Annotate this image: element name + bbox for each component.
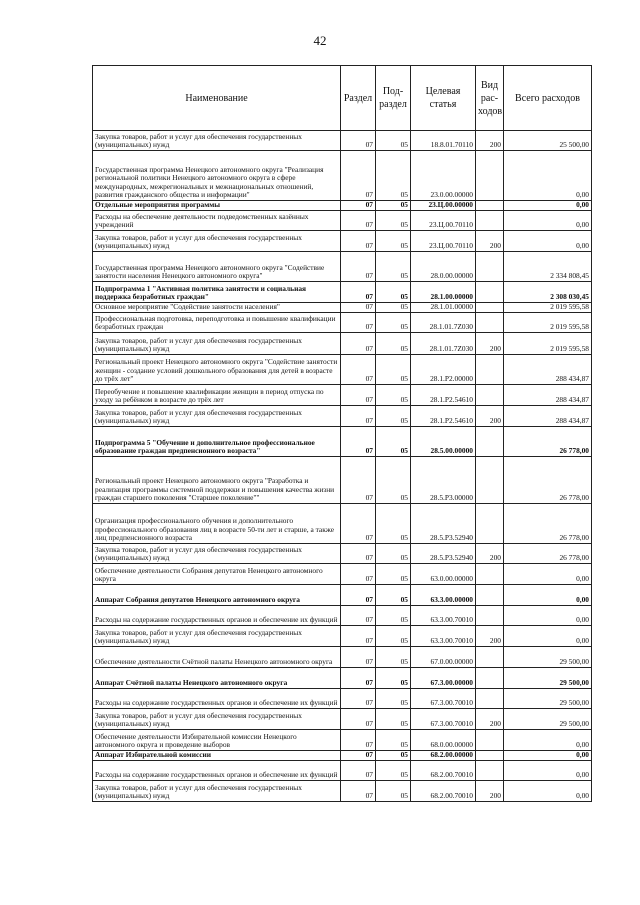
row-subsection-cell: 05 [376,385,411,406]
table-row [93,751,592,761]
row-subsection-cell: 05 [376,333,411,355]
row-section-cell: 07 [341,427,376,457]
row-expense-type-cell: 200 [476,406,504,427]
row-name-cell: Закупка товаров, работ и услуг для обеспечения государственных (муниципальных) нужд [93,709,341,730]
table-row [93,151,592,201]
table-row [93,647,592,668]
row-name-cell: Расходы на обеспечение деятельности подведомственных казённых учреждений [93,211,341,231]
row-expense-type-cell [476,151,504,201]
row-target-cell: 28.5.00.00000 [411,427,476,457]
row-section-cell: 07 [341,606,376,626]
row-expense-type-cell [476,761,504,781]
row-section-cell: 07 [341,647,376,668]
row-section-cell: 07 [341,544,376,564]
row-total-cell: 29 500,00 [504,647,592,668]
row-expense-type-cell [476,606,504,626]
row-subsection-cell: 05 [376,231,411,252]
row-expense-type-cell [476,211,504,231]
row-section-cell: 07 [341,313,376,333]
row-total-cell: 288 434,87 [504,385,592,406]
table-row [93,385,592,406]
table-row [93,504,592,544]
row-subsection-cell: 05 [376,151,411,201]
row-name-cell: Отдельные мероприятия программы [93,201,341,211]
row-expense-type-cell [476,668,504,689]
row-name-cell: Закупка товаров, работ и услуг для обеспечения государственных (муниципальных) нужд [93,131,341,151]
row-target-cell: 67.3.00.70010 [411,709,476,730]
row-section-cell: 07 [341,303,376,313]
row-total-cell: 2 308 030,45 [504,282,592,303]
row-target-cell: 28.1.01.7Z030 [411,333,476,355]
table-row [93,252,592,282]
row-expense-type-cell [476,585,504,606]
table-row [93,457,592,504]
row-total-cell: 25 500,00 [504,131,592,151]
row-target-cell: 63.0.00.00000 [411,564,476,585]
row-expense-type-cell [476,647,504,668]
row-target-cell: 63.3.00.00000 [411,585,476,606]
row-subsection-cell: 05 [376,504,411,544]
row-target-cell: 28.5.P3.00000 [411,457,476,504]
row-total-cell: 0,00 [504,585,592,606]
row-section-cell: 07 [341,201,376,211]
row-target-cell: 28.5.P3.52940 [411,504,476,544]
row-total-cell: 2 334 808,45 [504,252,592,282]
row-expense-type-cell [476,355,504,385]
row-name-cell: Аппарат Счётной палаты Ненецкого автономного округа [93,668,341,689]
budget-table [92,65,592,802]
row-expense-type-cell [476,303,504,313]
row-section-cell: 07 [341,781,376,802]
row-section-cell: 07 [341,761,376,781]
row-subsection-cell: 05 [376,689,411,709]
row-expense-type-cell: 200 [476,131,504,151]
row-section-cell: 07 [341,751,376,761]
row-section-cell: 07 [341,406,376,427]
row-expense-type-cell: 200 [476,626,504,647]
header-subsection: Под-раздел [376,66,411,131]
row-name-cell: Переобучение и повышение квалификации женщин в период отпуска по уходу за ребёнком в возрасте до трёх лет [93,385,341,406]
row-target-cell: 67.3.00.70010 [411,689,476,709]
header-total: Всего расходов [504,66,592,131]
row-subsection-cell: 05 [376,730,411,751]
table-row [93,282,592,303]
table-row [93,427,592,457]
row-section-cell: 07 [341,131,376,151]
row-total-cell: 288 434,87 [504,406,592,427]
row-total-cell: 29 500,00 [504,668,592,689]
row-target-cell: 28.0.00.00000 [411,252,476,282]
header-expense-type: Вид рас-ходов [476,66,504,131]
table-row [93,231,592,252]
row-section-cell: 07 [341,355,376,385]
row-section-cell: 07 [341,151,376,201]
row-subsection-cell: 05 [376,303,411,313]
table-row [93,761,592,781]
row-expense-type-cell [476,282,504,303]
row-target-cell: 68.0.00.00000 [411,730,476,751]
row-subsection-cell: 05 [376,761,411,781]
row-total-cell: 0,00 [504,606,592,626]
row-subsection-cell: 05 [376,282,411,303]
row-subsection-cell: 05 [376,427,411,457]
row-total-cell: 0,00 [504,211,592,231]
row-subsection-cell: 05 [376,709,411,730]
table-body [93,131,592,802]
row-name-cell: Основное мероприятие "Содействие занятости населения" [93,303,341,313]
row-total-cell: 2 019 595,58 [504,313,592,333]
row-subsection-cell: 05 [376,544,411,564]
header-section: Раздел [341,66,376,131]
page-number: 42 [313,33,327,48]
table-row [93,709,592,730]
row-name-cell: Аппарат Избирательной комиссии [93,751,341,761]
row-subsection-cell: 05 [376,585,411,606]
row-expense-type-cell [476,385,504,406]
row-total-cell: 0,00 [504,151,592,201]
row-name-cell: Региональный проект Ненецкого автономного округа "Разработка и реализация программы системной поддержки и повышения качества жизни граждан старшего поколения "Старшее поколение"" [93,457,341,504]
row-expense-type-cell [476,751,504,761]
table-row [93,730,592,751]
row-section-cell: 07 [341,668,376,689]
row-target-cell: 68.2.00.70010 [411,761,476,781]
table-row [93,313,592,333]
row-total-cell: 26 778,00 [504,544,592,564]
row-name-cell: Подпрограмма 5 "Обучение и дополнительное профессиональное образование граждан предпенсионного возраста" [93,427,341,457]
row-expense-type-cell [476,427,504,457]
row-total-cell: 0,00 [504,231,592,252]
row-total-cell: 0,00 [504,730,592,751]
row-total-cell: 0,00 [504,564,592,585]
row-section-cell: 07 [341,282,376,303]
row-subsection-cell: 05 [376,668,411,689]
table-row [93,303,592,313]
row-total-cell: 0,00 [504,751,592,761]
row-section-cell: 07 [341,689,376,709]
row-total-cell: 0,00 [504,201,592,211]
row-name-cell: Закупка товаров, работ и услуг для обеспечения государственных (муниципальных) нужд [93,333,341,355]
row-subsection-cell: 05 [376,131,411,151]
row-subsection-cell: 05 [376,751,411,761]
row-total-cell: 0,00 [504,781,592,802]
row-total-cell: 29 500,00 [504,709,592,730]
row-expense-type-cell [476,313,504,333]
row-name-cell: Закупка товаров, работ и услуг для обеспечения государственных (муниципальных) нужд [93,544,341,564]
row-name-cell: Государственная программа Ненецкого автономного округа "Содействие занятости населения Ненецкого автономного округа" [93,252,341,282]
row-target-cell: 23.Ц.00.00000 [411,201,476,211]
row-name-cell: Организация профессионального обучения и дополнительного профессионального образования лиц в возрасте 50-ти лет и старше, а также лиц предпенсионного возраста [93,504,341,544]
table-row [93,333,592,355]
row-subsection-cell: 05 [376,406,411,427]
row-subsection-cell: 05 [376,211,411,231]
row-total-cell: 26 778,00 [504,427,592,457]
row-expense-type-cell [476,201,504,211]
row-target-cell: 28.1.01.00000 [411,303,476,313]
table-row [93,564,592,585]
row-section-cell: 07 [341,385,376,406]
row-subsection-cell: 05 [376,647,411,668]
row-section-cell: 07 [341,252,376,282]
row-name-cell: Обеспечение деятельности Собрания депутатов Ненецкого автономного округа [93,564,341,585]
row-expense-type-cell: 200 [476,781,504,802]
row-expense-type-cell: 200 [476,333,504,355]
table-row [93,585,592,606]
row-name-cell: Закупка товаров, работ и услуг для обеспечения государственных (муниципальных) нужд [93,406,341,427]
row-name-cell: Расходы на содержание государственных органов и обеспечение их функций [93,606,341,626]
row-name-cell: Закупка товаров, работ и услуг для обеспечения государственных (муниципальных) нужд [93,626,341,647]
row-target-cell: 63.3.00.70010 [411,606,476,626]
row-expense-type-cell [476,457,504,504]
row-section-cell: 07 [341,457,376,504]
row-subsection-cell: 05 [376,201,411,211]
row-subsection-cell: 05 [376,457,411,504]
row-target-cell: 28.1.01.7Z030 [411,313,476,333]
row-total-cell: 2 019 595,58 [504,303,592,313]
row-section-cell: 07 [341,333,376,355]
row-target-cell: 68.2.00.00000 [411,751,476,761]
row-target-cell: 68.2.00.70010 [411,781,476,802]
row-target-cell: 23.Ц.00.70110 [411,231,476,252]
row-subsection-cell: 05 [376,781,411,802]
row-name-cell: Обеспечение деятельности Счётной палаты Ненецкого автономного округа [93,647,341,668]
row-subsection-cell: 05 [376,355,411,385]
row-expense-type-cell: 200 [476,709,504,730]
row-name-cell: Расходы на содержание государственных органов и обеспечение их функций [93,761,341,781]
row-target-cell: 23.0.00.00000 [411,151,476,201]
row-name-cell: Профессиональная подготовка, переподготовка и повышение квалификации безработных граждан [93,313,341,333]
row-name-cell: Расходы на содержание государственных органов и обеспечение их функций [93,689,341,709]
table-row [93,606,592,626]
row-name-cell: Закупка товаров, работ и услуг для обеспечения государственных (муниципальных) нужд [93,231,341,252]
table-row [93,781,592,802]
row-target-cell: 23.Ц.00.70110 [411,211,476,231]
row-name-cell: Обеспечение деятельности Избирательной комиссии Ненецкого автономного округа и проведение выборов [93,730,341,751]
row-total-cell: 288 434,87 [504,355,592,385]
row-target-cell: 63.3.00.70010 [411,626,476,647]
table-row [93,211,592,231]
row-name-cell: Аппарат Собрания депутатов Ненецкого автономного округа [93,585,341,606]
header-target: Целевая статья [411,66,476,131]
row-total-cell: 29 500,00 [504,689,592,709]
row-target-cell: 28.5.P3.52940 [411,544,476,564]
row-name-cell: Государственная программа Ненецкого автономного округа "Реализация региональной политики Ненецкого автономного округа в сфере международных, межрегиональных и межнациональных отношений, развития гражданского общества и информации" [93,151,341,201]
row-total-cell: 26 778,00 [504,504,592,544]
row-target-cell: 67.0.00.00000 [411,647,476,668]
row-target-cell: 28.1.P2.54610 [411,406,476,427]
row-target-cell: 28.1.P2.54610 [411,385,476,406]
row-section-cell: 07 [341,730,376,751]
table-row [93,131,592,151]
row-expense-type-cell: 200 [476,231,504,252]
table-row [93,355,592,385]
row-expense-type-cell: 200 [476,544,504,564]
row-subsection-cell: 05 [376,313,411,333]
row-name-cell: Региональный проект Ненецкого автономного округа "Содействие занятости женщин - создание условий дошкольного образования для детей в возрасте до трёх лет" [93,355,341,385]
table-row [93,201,592,211]
row-target-cell: 28.1.P2.00000 [411,355,476,385]
row-name-cell: Подпрограмма 1 "Активная политика занятости и социальная поддержка безработных граждан" [93,282,341,303]
row-subsection-cell: 05 [376,252,411,282]
row-section-cell: 07 [341,231,376,252]
table-row [93,406,592,427]
row-subsection-cell: 05 [376,564,411,585]
table-row [93,668,592,689]
row-subsection-cell: 05 [376,626,411,647]
row-expense-type-cell [476,564,504,585]
row-expense-type-cell [476,504,504,544]
row-expense-type-cell [476,689,504,709]
row-section-cell: 07 [341,504,376,544]
table-header-row [93,66,592,131]
table-row [93,626,592,647]
row-total-cell: 0,00 [504,761,592,781]
row-target-cell: 28.1.00.00000 [411,282,476,303]
row-name-cell: Закупка товаров, работ и услуг для обеспечения государственных (муниципальных) нужд [93,781,341,802]
row-section-cell: 07 [341,709,376,730]
row-expense-type-cell [476,730,504,751]
row-section-cell: 07 [341,211,376,231]
header-name: Наименование [93,66,341,131]
row-total-cell: 0,00 [504,626,592,647]
row-expense-type-cell [476,252,504,282]
row-section-cell: 07 [341,585,376,606]
row-subsection-cell: 05 [376,606,411,626]
row-target-cell: 18.8.01.70110 [411,131,476,151]
row-section-cell: 07 [341,564,376,585]
row-section-cell: 07 [341,626,376,647]
table-row [93,544,592,564]
row-total-cell: 26 778,00 [504,457,592,504]
row-target-cell: 67.3.00.00000 [411,668,476,689]
table-row [93,689,592,709]
row-total-cell: 2 019 595,58 [504,333,592,355]
